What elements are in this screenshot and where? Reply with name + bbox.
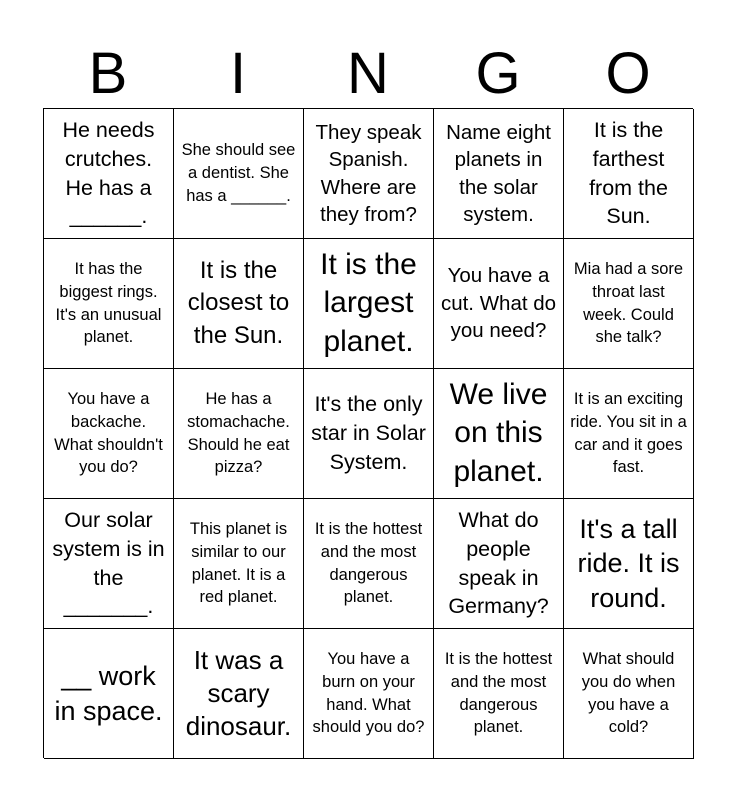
bingo-cell[interactable] — [434, 239, 564, 369]
bingo-cell[interactable] — [434, 499, 564, 629]
bingo-cell[interactable] — [174, 629, 304, 759]
cell-text: Name eight planets in the solar system. — [446, 120, 551, 226]
bingo-cell[interactable] — [434, 369, 564, 499]
cell-text: You have a burn on your hand. What should you do? — [312, 649, 425, 737]
cell-text: It is the hottest and the most dangerous planet. — [314, 519, 423, 607]
bingo-cell[interactable] — [304, 239, 434, 369]
cell-text: It was a scary dinosaur. — [185, 644, 292, 741]
bingo-cell[interactable] — [564, 109, 694, 239]
bingo-cell[interactable] — [564, 369, 694, 499]
bingo-cell[interactable] — [304, 369, 434, 499]
cell-text: It's the only star in Solar System. — [311, 392, 426, 474]
cell-text: They speak Spanish. Where are they from? — [315, 120, 422, 226]
cell-text: Our solar system is in the _______. — [52, 507, 165, 619]
cell-text: She should see a dentist. She has a ______. — [181, 141, 296, 205]
cell-text: It is the largest planet. — [320, 248, 417, 358]
bingo-cell[interactable] — [44, 629, 174, 759]
cell-text: He needs crutches. He has a ______. — [62, 117, 155, 229]
cell-text: It is an exciting ride. You sit in a car and it goes fast. — [570, 389, 687, 477]
bingo-cell[interactable] — [174, 239, 304, 369]
bingo-board — [43, 108, 693, 758]
bingo-cell[interactable] — [564, 499, 694, 629]
header-letter-n: N — [347, 41, 389, 106]
header-letter-b: B — [88, 41, 128, 106]
bingo-cell[interactable] — [44, 369, 174, 499]
bingo-cell[interactable] — [304, 109, 434, 239]
bingo-cell[interactable] — [304, 629, 434, 759]
cell-text: It is the hottest and the most dangerous planet. — [444, 649, 553, 737]
cell-text: We live on this planet. — [449, 378, 548, 488]
cell-text: He has a stomachache. Should he eat pizza? — [187, 389, 290, 477]
cell-text: What do people speak in Germany? — [448, 507, 549, 619]
bingo-cell[interactable] — [174, 109, 304, 239]
header-letter-i: I — [229, 41, 247, 106]
cell-text: It's a tall ride. It is round. — [577, 514, 680, 613]
cell-text: You have a cut. What do you need? — [440, 264, 557, 343]
bingo-cell[interactable] — [304, 499, 434, 629]
cell-text: You have a backache. What shouldn't you do? — [54, 389, 163, 477]
header-letter-o: O — [605, 41, 651, 106]
cell-text: This planet is similar to our planet. It is a red planet. — [189, 519, 288, 607]
cell-text: Mia had a sore throat last week. Could she talk? — [573, 259, 684, 347]
bingo-cell[interactable] — [564, 629, 694, 759]
bingo-cell[interactable] — [44, 109, 174, 239]
cell-text: __ work in space. — [54, 661, 163, 726]
bingo-header — [43, 40, 693, 108]
cell-text: It is the closest to the Sun. — [187, 257, 290, 349]
bingo-cell[interactable] — [44, 499, 174, 629]
cell-text: It has the biggest rings. It's an unusual planet. — [55, 259, 162, 347]
bingo-cell[interactable] — [434, 109, 564, 239]
bingo-cell[interactable] — [174, 369, 304, 499]
bingo-cell[interactable] — [564, 239, 694, 369]
cell-text: It is the farthest from the Sun. — [589, 117, 668, 229]
header-letter-g: G — [475, 41, 521, 106]
bingo-cell[interactable] — [44, 239, 174, 369]
bingo-cell[interactable] — [434, 629, 564, 759]
cell-text: What should you do when you have a cold? — [581, 649, 676, 737]
bingo-cell[interactable] — [174, 499, 304, 629]
